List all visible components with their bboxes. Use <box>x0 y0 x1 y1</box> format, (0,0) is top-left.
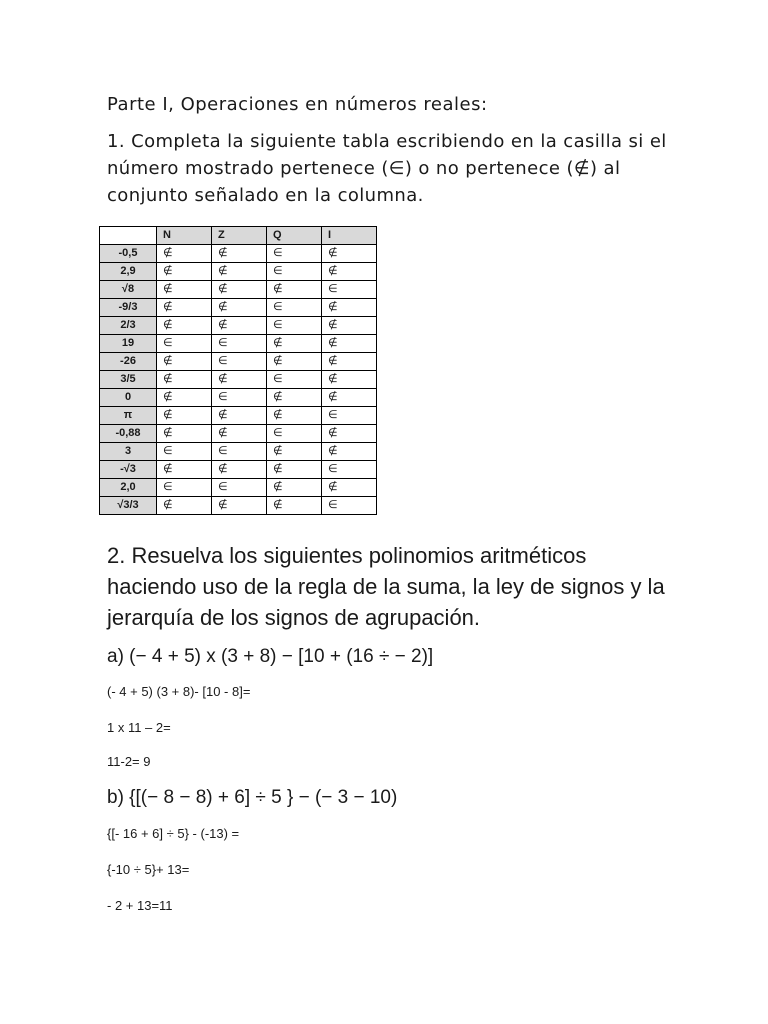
table-row <box>100 371 377 389</box>
membership-cell: ∈ <box>267 371 322 389</box>
membership-cell: ∉ <box>212 461 267 479</box>
row-label: -√3 <box>100 461 157 479</box>
membership-cell: ∉ <box>157 281 212 299</box>
table-row <box>100 335 377 353</box>
problem-a-step: (- 4 + 5) (3 + 8)- [10 - 8]= <box>107 684 251 699</box>
membership-cell: ∉ <box>157 299 212 317</box>
membership-cell: ∈ <box>267 299 322 317</box>
column-header: N <box>157 227 212 245</box>
membership-cell: ∉ <box>322 317 377 335</box>
membership-cell: ∉ <box>157 371 212 389</box>
row-label: 2/3 <box>100 317 157 335</box>
membership-cell: ∈ <box>267 425 322 443</box>
table-row <box>100 299 377 317</box>
membership-cell: ∉ <box>212 407 267 425</box>
membership-cell: ∉ <box>157 353 212 371</box>
table-row <box>100 389 377 407</box>
membership-cell: ∉ <box>157 389 212 407</box>
membership-cell: ∉ <box>157 407 212 425</box>
row-label: 0 <box>100 389 157 407</box>
membership-cell: ∉ <box>322 299 377 317</box>
membership-cell: ∉ <box>267 443 322 461</box>
table-row <box>100 263 377 281</box>
membership-cell: ∉ <box>267 281 322 299</box>
membership-cell: ∉ <box>267 407 322 425</box>
membership-cell: ∈ <box>267 263 322 281</box>
membership-cell: ∈ <box>322 407 377 425</box>
row-label: 2,0 <box>100 479 157 497</box>
question-1-text: 1. Completa la siguiente tabla escribiendo en la casilla si el número mostrado pertenece (∈) o no pertenece (∉) al conjunto señalado en la columna. <box>107 131 667 206</box>
table-row <box>100 479 377 497</box>
row-label: 19 <box>100 335 157 353</box>
problem-b-step: {[- 16 + 6] ÷ 5} - (-13) = <box>107 826 240 841</box>
membership-table <box>99 226 377 515</box>
membership-cell: ∉ <box>322 353 377 371</box>
table-row <box>100 281 377 299</box>
membership-cell: ∈ <box>212 389 267 407</box>
membership-cell: ∉ <box>322 425 377 443</box>
membership-cell: ∈ <box>267 317 322 335</box>
problem-a-equation: a) (− 4 + 5) x (3 + 8) − [10 + (16 ÷ − 2)] <box>107 646 434 667</box>
row-label: -9/3 <box>100 299 157 317</box>
row-label: -0,88 <box>100 425 157 443</box>
column-header: I <box>322 227 377 245</box>
membership-cell: ∈ <box>322 281 377 299</box>
table-body <box>100 245 377 515</box>
table-corner-cell <box>100 227 157 245</box>
row-label: 2,9 <box>100 263 157 281</box>
membership-cell: ∉ <box>322 245 377 263</box>
membership-cell: ∉ <box>157 425 212 443</box>
membership-cell: ∉ <box>212 245 267 263</box>
problem-b-equation: b) {[(− 8 − 8) + 6] ÷ 5 } − (− 3 − 10) <box>107 787 398 808</box>
membership-cell: ∉ <box>322 479 377 497</box>
question-2-text: 2. Resuelva los siguientes polinomios aritméticos haciendo uso de la regla de la suma, la ley de signos y la jerarquía de los signos de agrupación. <box>107 543 665 630</box>
table-row <box>100 443 377 461</box>
table-header-row <box>100 227 377 245</box>
membership-cell: ∈ <box>212 353 267 371</box>
table-row <box>100 425 377 443</box>
problem-b-step: - 2 + 13=11 <box>107 898 173 913</box>
problem-a-step: 1 x 11 – 2= <box>107 720 171 735</box>
membership-cell: ∉ <box>267 335 322 353</box>
membership-cell: ∉ <box>322 443 377 461</box>
table-row <box>100 317 377 335</box>
membership-cell: ∉ <box>157 497 212 515</box>
table-row <box>100 353 377 371</box>
membership-cell: ∉ <box>322 371 377 389</box>
membership-cell: ∉ <box>212 371 267 389</box>
membership-cell: ∉ <box>267 479 322 497</box>
membership-cell: ∉ <box>157 317 212 335</box>
membership-cell: ∉ <box>157 263 212 281</box>
problem-b-step: {-10 ÷ 5}+ 13= <box>107 862 190 877</box>
row-label: -26 <box>100 353 157 371</box>
membership-cell: ∉ <box>212 299 267 317</box>
membership-cell: ∈ <box>267 245 322 263</box>
row-label: -0,5 <box>100 245 157 263</box>
membership-cell: ∈ <box>212 443 267 461</box>
membership-cell: ∉ <box>212 425 267 443</box>
table-row <box>100 461 377 479</box>
row-label: π <box>100 407 157 425</box>
membership-cell: ∉ <box>212 317 267 335</box>
row-label: 3 <box>100 443 157 461</box>
membership-cell: ∉ <box>322 389 377 407</box>
row-label: √3/3 <box>100 497 157 515</box>
membership-cell: ∉ <box>267 353 322 371</box>
part-title: Parte I, Operaciones en números reales: <box>107 94 488 115</box>
membership-cell: ∉ <box>212 497 267 515</box>
membership-cell: ∈ <box>322 497 377 515</box>
table-row <box>100 497 377 515</box>
problem-a-step: 11-2= 9 <box>107 754 151 769</box>
membership-cell: ∈ <box>157 443 212 461</box>
column-header: Z <box>212 227 267 245</box>
membership-cell: ∉ <box>157 245 212 263</box>
membership-cell: ∈ <box>212 335 267 353</box>
membership-cell: ∈ <box>212 479 267 497</box>
membership-cell: ∉ <box>267 461 322 479</box>
table-row <box>100 407 377 425</box>
row-label: 3/5 <box>100 371 157 389</box>
membership-cell: ∉ <box>212 281 267 299</box>
membership-cell: ∉ <box>322 335 377 353</box>
membership-cell: ∉ <box>157 461 212 479</box>
row-label: √8 <box>100 281 157 299</box>
membership-cell: ∉ <box>322 263 377 281</box>
column-header: Q <box>267 227 322 245</box>
membership-cell: ∈ <box>157 479 212 497</box>
membership-cell: ∉ <box>212 263 267 281</box>
membership-cell: ∉ <box>267 389 322 407</box>
membership-cell: ∈ <box>322 461 377 479</box>
membership-cell: ∉ <box>267 497 322 515</box>
table-row <box>100 245 377 263</box>
membership-cell: ∈ <box>157 335 212 353</box>
